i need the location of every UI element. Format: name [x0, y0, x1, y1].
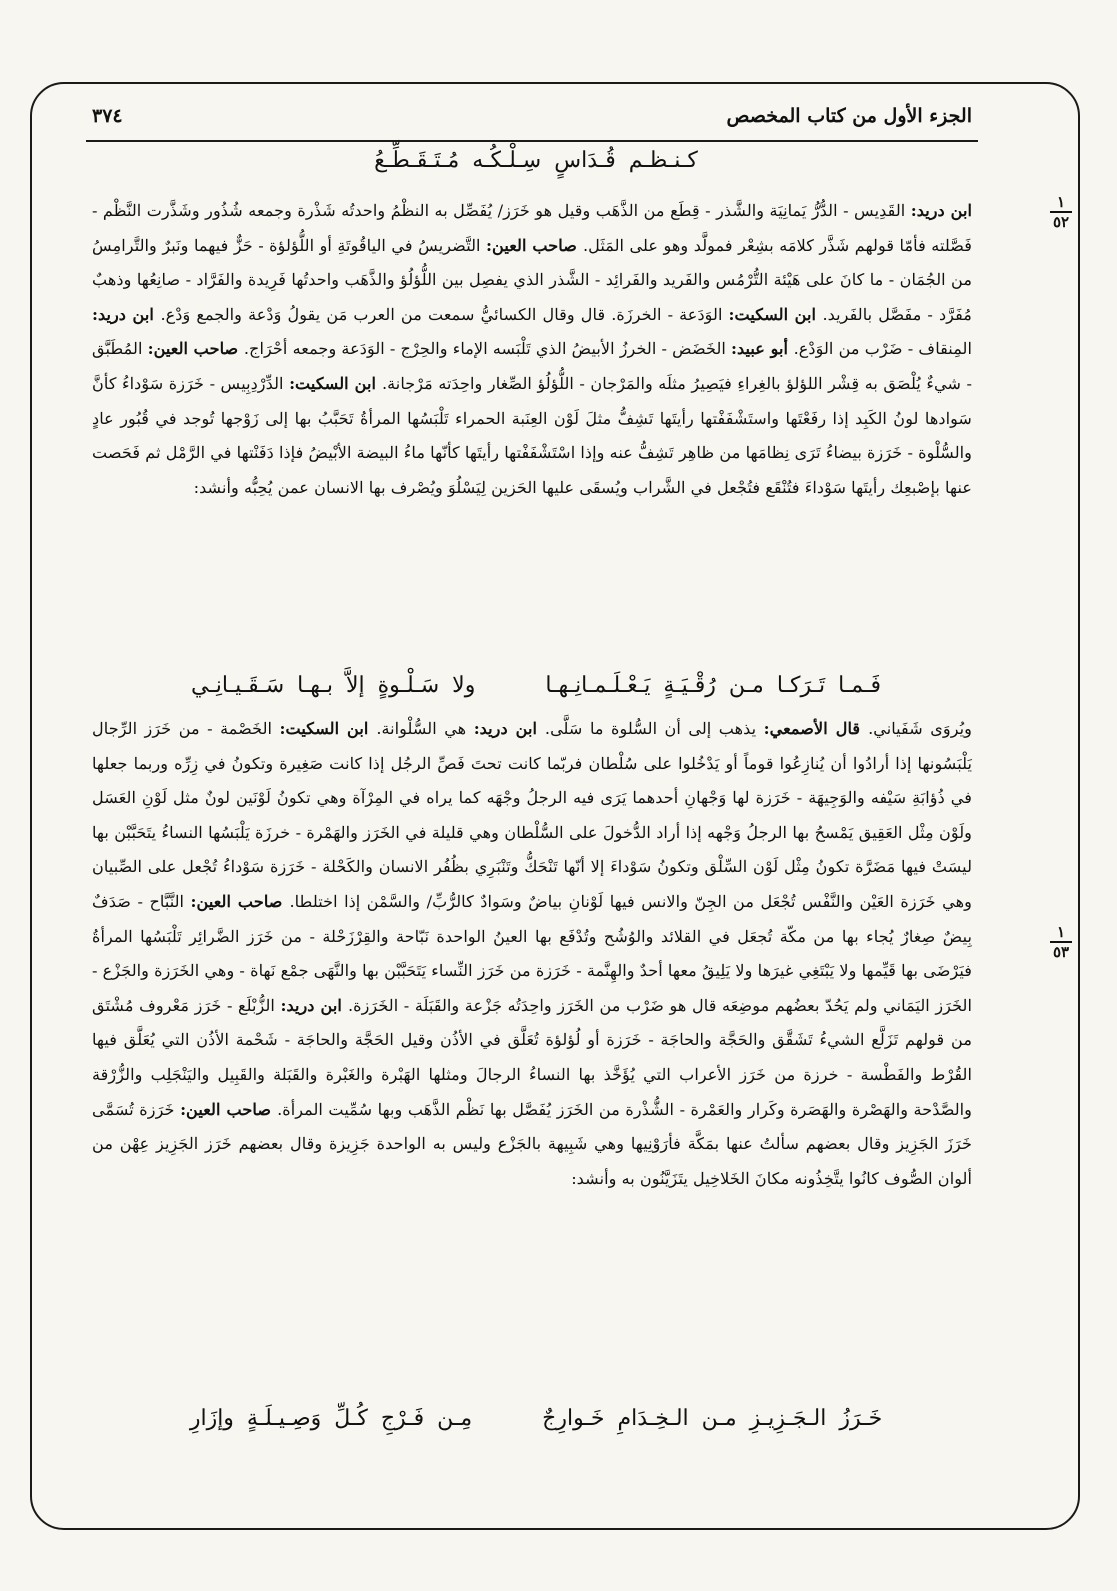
source-name: ابن دريد:: [280, 995, 348, 1015]
margin-note: ١ ٥٢: [1040, 194, 1082, 230]
source-name: ابن السكيت:: [279, 719, 377, 738]
page-header: [92, 96, 972, 136]
source-name: ابن دريد:: [92, 304, 161, 324]
source-name: صاحب العين:: [180, 1099, 278, 1119]
verse-hemistich: فَـمـا تَـرَكـا مـن رُقْـيَـةٍ يَـعْـلَـمـانِـهـا: [545, 673, 881, 698]
text-paragraph: ابن دريد: القَدِيس - الدُّرُّ يَمانِيَة والشَّذر - قِطَع من الذَّهَب وقيل هو خَرَز/ يُفَصِّل به النظْمُ واحدتُه شَذْرة وجمعه شُذُور وشَذَّرت النَّظْم - فَصَّلته فأمّا قولهم شَذَّر كلامَه بشِعْر فمولَّد وهو على المَثَل. صاحب العين: التَّضريسُ في الياقُوتَةِ أو اللُّؤلؤة - حَزٌّ فيهما ونَبرٌ والتَّرامِسُ من الجُمَان - ما كانَ على هَيْئة التُّرْمُس والفَريد والفَرائِد - الشَّذر الذي يفصِل بين اللُّؤلُؤ والذَّهَب واحدتُها فَرِيدة والفَرَّاد - صانِعُها وذهبٌ مُفَرَّد - مفَصَّل بالفَريد. ابن السكيت: الوَدَعة - الخرزَة. قال وقال الكسائيُّ سمعت من العرب مَن يقولُ وَدْعة والجمع وَدْع. ابن دريد: المِنقاف - ضَرْب من الوَدْع. أبو عبيد: الخَضَض - الخرزُ الأبيضُ الذي تَلْبَسه الإماء والحِرْج - الوَدَعة وجمعه أحْرَاج. صاحب العين: المُطَبَّق - شيءٌ يُلْصَق به قِشْر اللؤلؤ بالغِراءِ فيَصِيرُ مثلَه والمَرْجان - اللُّؤلُؤ الصِّغار واحِدَته مَرْجانة. ابن السكيت: الدِّرْدِبِيس - خَرَزة سَوْداءُ كأنَّ سَوادها لونُ الكَبِد إذا رفَعْتَها واستَشْفَفْتها رأيتَها تَشِفُّ مثلَ لَوْن العِنَبة الحمراء تَلْبَسُها المرأةُ تَحَبَّبُ بها إلى زَوْجها تُوجد في قُبُور عادٍ والسُّلْوة - خَرَزة بيضاءُ تَرَى نِظامَها من ظاهِر تَشِفُّ عنه وإذا اسْتَشْفَفْتها رأيتَها كأنّها ماءُ البيضة الأبْيضُ فإذا دَفَنْتها في الرَّمْل ثم فَحَصت عنها بإصْبعِك رأيتَها سَوْداءَ فتُنْقَع فتُجْعل في الشَّراب ويُسقَى عليها الحَزين لِيَسْلُوَ ويُصْرف بها الانسان عمن يُحِبُّه وأنشد:: [92, 201, 972, 497]
source-name: صاحب العين:: [190, 891, 290, 911]
verse-line: كـنـظـم قُـدَاسٍ سِـلْـكُـه مُـتَـقَـطِّـعُ: [374, 148, 698, 173]
margin-note: ١ ٥٣: [1040, 924, 1082, 960]
page-number: ٣٧٤: [92, 105, 123, 127]
source-name: قال الأصمعي:: [763, 719, 869, 738]
header-rule: [86, 140, 978, 142]
source-name: ابن دريد:: [910, 201, 972, 220]
book-title: الجزء الأول من كتاب المخصص: [726, 105, 972, 127]
source-name: أبو عبيد:: [731, 339, 794, 359]
verse-line: [92, 673, 980, 698]
verse-hemistich: ولا سَـلْـوةٍ إلاَّ بـهـا سَـقَـيـانِـي: [191, 673, 476, 698]
source-name: صاحب العين:: [147, 339, 244, 359]
source-name: صاحب العين:: [486, 235, 583, 255]
text-paragraph: ويُروَى شَفَياني. قال الأصمعي: يذهب إلى أن السُّلوة ما سَلَّى. ابن دريد: هي السُّلْوانة. ابن السكيت: الخَصْمة - من خَرَز الرِّجال يَلْبَسُونها إذا أرادُوا أن يُنازِعُوا قوماً أو يَدْخُلوا على سُلْطان فربّما كانت تحتَ فَصِّ الرجُل إذا كانت صَغِيرة وتكونُ في زِرِّه وربما جعلها في ذُؤابَةِ سَيْفه والوَجِيهَة - خَرَزة لها وَجْهانِ أحدهما يَرَى فيه الرجلُ وجْهَه كما يراه في المِرْآة وهي تكونُ لَوْنَين لونٌ مثل لَوْنِ العَسَل ولَوْن مِثْل العَقِيق يَمْسحُ بها الرجلُ وَجْهه إذا أراد الدُّخولَ على السُّلْطان وهي قليلة في الخَرَز والهَمْرة - خرزَة يَلْبَسُها النساءُ يتَحَبَّبْن بها ليسَتْ فيها مَضَرَّة تكونُ مِثْل لَوْن السِّلْق وتكونُ سَوْداءَ إلا أنّها تَنْحَكُّ وتَنْبَرِي بظُفُر الانسان والكَحْلة - خَرَزة سَوْداءُ تُجْعل على الصِّبيان وهي خَرَزة العَيْن والنَّفْس تُجْعَل من الجِنّ والانس فيها لَوْنانِ بياضٌ وسَوادٌ كالرُّبِّ/ والسَّمْن إذا اختلطا. صاحب العين: النَّبَّاح - صَدَفٌ بِيضٌ صِغارٌ يُجاء بها من مكّة تُجعَل في القلائد والوُشُح وتُدْفَع بها العينُ الواحدة نَبّاحة والقِرْزَحْلة - من خَرَز الضَّرائِر تَلْبَسُها المرأةُ فيَرْضَى بها قَيِّمها ولا يَبْتَغِي غيرَها ولا يَلِيقُ معها أحدٌ والهِنَّمة - خَرَزة من خَرَز النِّساء يَتَحَبَّبْن بها والنَّهَى جمْع نَهاة - وهي الخَرَزة والجَزْع - الخَرَز اليَمَاني ولم يَحُدّ بعضُهم موضِعَه قال هو ضَرْب من الخَرَز واحِدَتُه جَزْعة والقَبَلَة - الخَرَزة. ابن دريد: الزُّبْلَع - خَرَز مَعْروف مُشْتَق من قولهم تَزَلَّع الشيءُ تَشَقَّق والحَجَّة والحاجَة - خَرَزة أو لُؤلؤة تُعَلَّق في الأذُن وقيل الحَجَّة والحاجَة - شَحْمة الأذُن التي يُعَلَّق فيها القُرْط والفَطْسة - خرزة من خَرَز الأعراب التي يُؤَخَّذ بها النساءُ الرجالَ ومثلها الهَبْرة والغَبْرة والقَبَلة والقَبِيل واليَنْجَلِب والزُّرْقة والصَّدْحة والهَصْرة والهَصَرة وكَرار والعَمْرة - الشُّذْرة من الخَرَز يُفَصَّل بها نَظْم الذَّهَب وبها سُمِّيت المرأة. صاحب العين: خَرَزة تُسَمَّى خَرَزَ الجَزِيز وقال بعضهم سألتُ عنها بمَكَّة فأرَوْنِيها وهي شَبِيهة بالجَزْع وليس به الواحدة جَزِيزة وقال بعضهم خَرَز الجَزِيز عِهْن من ألوان الصُّوف كانُوا يتَّخِذُونه مكانَ الخَلاخِيل يتَزَيَّنُون به وأنشد:: [92, 719, 972, 1188]
verse-hemistich: خَـرَزُ الـجَـزِيـزِ مـن الـخِـدَامِ خَـوارِجٌ: [542, 1406, 883, 1431]
verse-line: [92, 1406, 980, 1431]
source-name: ابن السكيت:: [289, 373, 382, 393]
source-name: ابن السكيت:: [728, 304, 823, 324]
source-name: ابن دريد:: [473, 719, 545, 738]
verse-hemistich: مِـن فَـرْجِ كُـلِّ وَصِـيـلَـةٍ وإزَارِ: [189, 1406, 473, 1431]
